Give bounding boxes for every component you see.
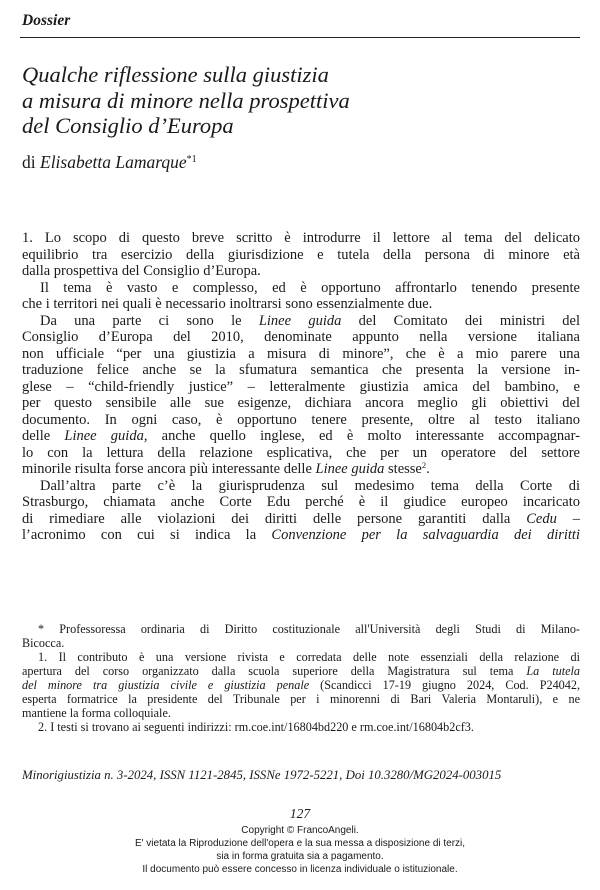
body-line: l’acronimo con cui si indica la Convenzione per la salvaguardia dei diritti — [22, 527, 580, 543]
body-line: minorile risulta forse ancora più interessante delle Linee guida stesse$^2$. — [22, 460, 430, 477]
body-line: equilibrio tra esercizio della giurisdizione e tutela della persona di minore età — [22, 246, 580, 263]
body-line: di rimediare alle violazioni dei diritti delle persone garantiti dalla Cedu – — [22, 510, 581, 527]
section-label: Dossier — [22, 12, 71, 29]
body-line: non ufficiale “per una giustizia a misura di minore”, che è a mio parere una — [22, 345, 580, 362]
body-line: che i territori nei quali è necessario inoltrarsi sono essenzialmente due. — [22, 296, 433, 312]
footnote-1-cont: esperta formatrice la presidente del Tribunale per i minorenni di Bari Valeria Montaruli), e ne — [22, 692, 580, 706]
author-prefix: di — [22, 152, 36, 172]
title-line: Qualche riflessione sulla giustizia — [22, 62, 329, 87]
body-line: Strasburgo, chiamata anche Corte Edu perché è il giudice europeo incaricato — [22, 494, 580, 510]
body-line: Il tema è vasto e complesso, ed è opportuno affrontarlo tenendo presente — [40, 279, 580, 296]
body-line: documento. In ogni caso, è opportuno tenere presente, oltre al testo italiano — [22, 411, 580, 428]
author-note-marks: *1 — [186, 154, 197, 165]
body-line: delle Linee guida, anche quello inglese, ed è molto interessante accompagnar- — [22, 428, 580, 444]
article-title — [22, 62, 562, 139]
footnotes — [22, 622, 580, 734]
body-line: Consiglio d’Europa del 2010, denominate appunto nella versione italiana — [22, 329, 580, 345]
body-line: 1. Lo scopo di questo breve scritto è introdurre il lettore al tema del delicato — [22, 230, 580, 246]
page-number: 127 — [289, 806, 311, 821]
journal-citation: Minorigiustizia n. 3-2024, ISSN 1121-2845, ISSNe 1972-5221, Doi 10.3280/MG2024-003015 — [22, 768, 502, 782]
copyright-notice — [0, 824, 600, 876]
body-line: per questo sensibile alle sue esigenze, dichiara ancora meglio gli obiettivi del — [22, 395, 580, 411]
copyright-line: Copyright © FrancoAngeli. — [241, 825, 359, 836]
body-line: dalla prospettiva del Consiglio d’Europa. — [22, 263, 261, 279]
footnote-star-cont: Bicocca. — [22, 636, 65, 650]
footnote-1: 1. Il contributo è una versione rivista e corredata delle note essenziali della relazione di — [38, 650, 580, 664]
author-line — [22, 152, 197, 173]
header-rule — [20, 37, 580, 38]
title-line: del Consiglio d’Europa — [22, 113, 234, 138]
article-body — [22, 230, 580, 544]
body-line: lo con la lettura della relazione esplicativa, che per un operatore del settore — [22, 444, 580, 461]
body-line: Dall’altra parte c’è la giurisprudenza sul medesimo tema della Corte di — [40, 477, 580, 494]
footnote-1-cont: mantiene la forma colloquiale. — [22, 706, 171, 720]
footnote-1-cont: apertura del corso organizzato dalla scuola superiore della Magistratura sul tema La tutela — [22, 664, 580, 678]
title-line: a misura di minore nella prospettiva — [22, 87, 350, 113]
footnote-star: * Professoressa ordinaria di Diritto costituzionale all'Università degli Studi di Milano- — [38, 622, 580, 636]
copyright-line: E' vietata la Riproduzione dell'opera e la sua messa a disposizione di terzi, — [134, 838, 466, 849]
copyright-line: sia in forma gratuita sia a pagamento. — [216, 851, 384, 862]
body-line: traduzione felice anche se la sfumatura semantica che presenta la versione in- — [22, 362, 580, 378]
footnote-ref-2: 2 — [421, 460, 427, 470]
copyright-line: Il documento può essere concesso in licenza individuale o istituzionale. — [142, 864, 458, 875]
footnote-1-cont: del minore tra giustizia civile e giustizia penale (Scandicci 17-19 giugno 2024, Cod. P24042, — [22, 678, 581, 692]
author-name: Elisabetta Lamarque — [40, 152, 187, 172]
footnote-2: 2. I testi si trovano ai seguenti indirizzi: rm.coe.int/16804bd220 e rm.coe.int/16804b2cf3. — [38, 720, 474, 734]
body-line: glese – “child-friendly justice” – letteralmente giustizia amica del bambino, e — [22, 378, 580, 395]
body-line: Da una parte ci sono le Linee guida del Comitato dei ministri del — [40, 312, 580, 329]
